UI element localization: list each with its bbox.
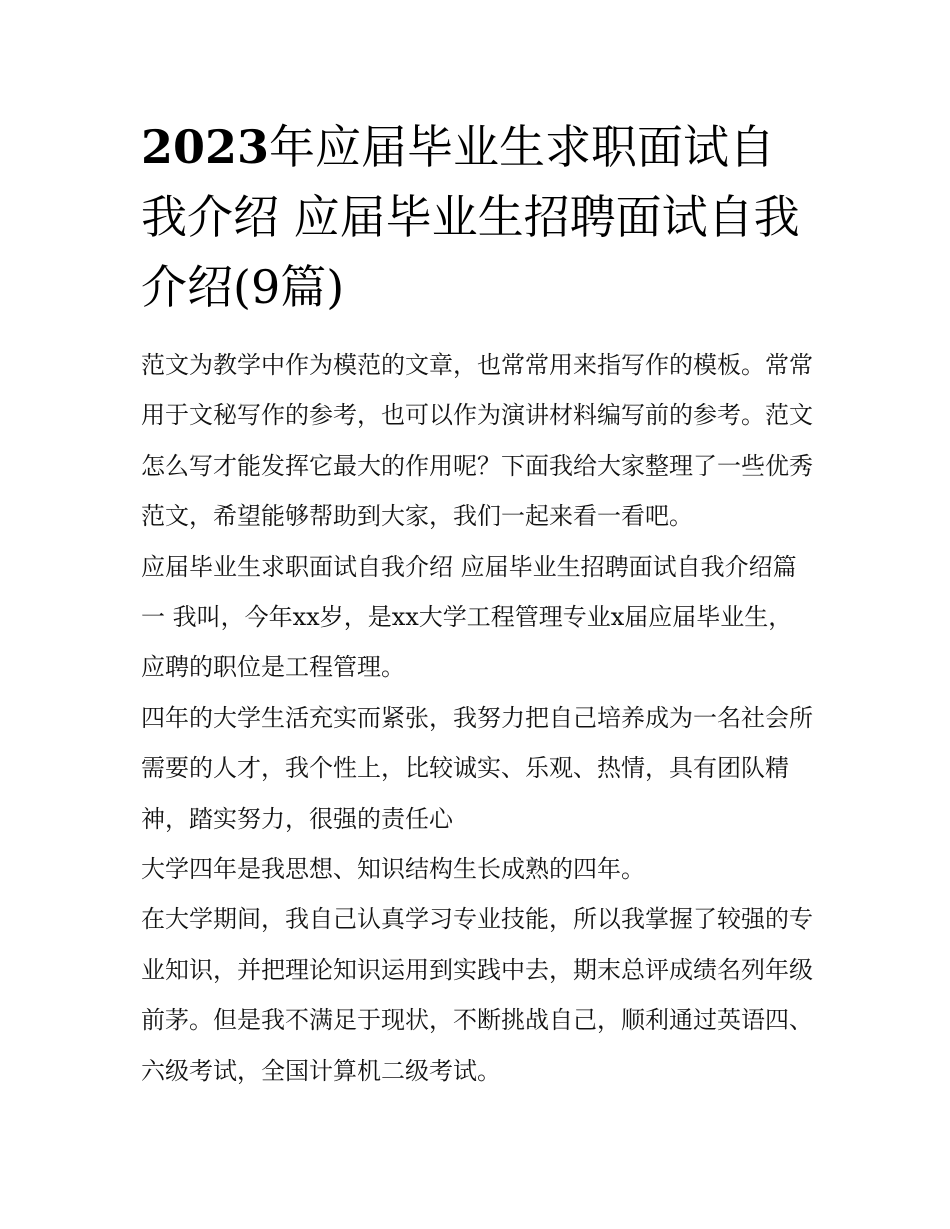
title-year: 2023 [141, 120, 270, 174]
paragraph-four-years: 大学四年是我思想、知识结构生长成熟的四年。 [141, 855, 645, 884]
paragraph-section-one: 应届毕业生求职面试自我介绍 应届毕业生招聘面试自我介绍篇一 我叫，今年xx岁，是xx大学工程管理专业x届应届毕业生，应聘的职位是工程管理。 [141, 552, 797, 682]
paragraph-study: 在大学期间，我自己认真学习专业技能，所以我掌握了较强的专业知识，并把理论知识运用到实践中去，期末总评成绩名列年级前茅。但是我不满足于现状，不断挑战自己，顺利通过英语四、六级考试，全国计算机二级考试。 [141, 905, 813, 1085]
paragraph-intro: 范文为教学中作为模范的文章，也常常用来指写作的模板。常常用于文秘写作的参考，也可以作为演讲材料编写前的参考。范文怎么写才能发挥它最大的作用呢？下面我给大家整理了一些优秀范文，希望能够帮助到大家，我们一起来看一看吧。 [141, 351, 813, 531]
document-body [141, 340, 813, 1096]
paragraph-personality: 四年的大学生活充实而紧张，我努力把自己培养成为一名社会所需要的人才，我个性上，比较诚实、乐观、热情，具有团队精神，踏实努力，很强的责任心 [141, 703, 813, 833]
document-content [141, 112, 813, 1096]
document-title: 2023年应届毕业生求职面试自我介绍 应届毕业生招聘面试自我介绍(9篇) [141, 120, 800, 314]
